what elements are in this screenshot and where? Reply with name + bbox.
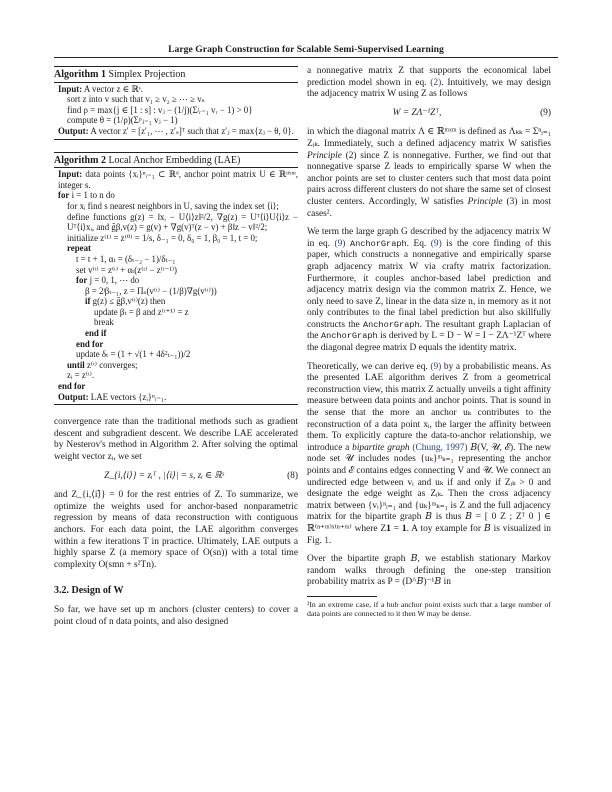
algorithm-2-line: [58, 201, 298, 212]
equation-number: (9): [540, 107, 551, 118]
code-term: AnchorGraph: [320, 331, 378, 342]
algorithm-statement: define functions g(z) = ‖xᵢ − U⟨i⟩z‖²/2, ∇g(z) = Uᵀ⟨i⟩U⟨i⟩z − Uᵀ⟨i⟩xᵢ, and g̃β,v(z) = g(v) + ∇g(v)ᵀ(z − v) + β‖z − v‖²/2;: [67, 211, 298, 233]
algorithm-1-line: Input: A vector z ∈ ℝˢ.: [58, 83, 143, 94]
algorithm-keyword: for: [76, 275, 88, 286]
algorithm-2-line: [58, 328, 298, 339]
paragraph: Over the bipartite graph 𝐵, we establish stationary Markov random walks through defining the one-step transition probability matrix as P = (D^𝐵)⁻¹𝐵 in: [307, 554, 551, 588]
algorithm-1-box: [54, 66, 298, 140]
header-rule: [54, 57, 558, 58]
equation-ref-link[interactable]: (9): [430, 238, 442, 249]
algorithm-2-line: [58, 360, 298, 371]
equation-body: W = ZΛ⁻¹Zᵀ,: [392, 107, 442, 118]
algorithm-keyword: end if: [85, 328, 107, 339]
algorithm-keyword: Input:: [58, 169, 83, 180]
footnote: ²In an extreme case, if a hub anchor point exists such that a large number of data points are connected to it then W may be dense.: [307, 599, 551, 619]
algorithm-keyword: end for: [58, 381, 86, 392]
algorithm-statement: initialize z⁽¹⁾ = z⁽⁰⁾ = 1/s, δ₋₁ = 0, δ₀ = 1, β₀ = 1, t = 0;: [67, 232, 258, 243]
paragraph: We term the large graph G described by the adjacency matrix W in eq. (9) AnchorGraph. Eq. (9) is the core finding of this paper, which constructs a nonnegative and empirically sparse graph adjacency matrix W via crafty matrix factorization. Furthermore, it couples anchor-based label prediction and adjacency matrix design via the common matrix Z. Hence, we only need to save Z, linear in the data size n, in memory as it not only contributes to the final label prediction but also skillfully constructs the AnchorGraph. The resultant graph Laplacian of the AnchorGraph is derived by L = D − W = I − ZΛ⁻¹Zᵀ where the diagonal degree matrix D equals the identity matrix.: [307, 227, 551, 354]
citation-link[interactable]: (Chung, 1997): [412, 442, 468, 453]
algorithm-keyword: repeat: [67, 243, 91, 254]
left-column: [54, 66, 298, 635]
paragraph: in which the diagonal matrix Λ ∈ ℝᵐˣᵐ is defined as Λₖₖ = Σⁿᵢ₌₁ Zᵢₖ. Immediately, such a defined adjacency matrix W satisfies Principle (2) since Z is nonnegative. Further, we find out that nonnegative sparse Z leads to empirically sparse W when the anchor points are set to cluster centers such that most data point pairs across different clusters do not share the same set of closest cluster centers. Accordingly, W satisfies Principle (3) in most cases².: [307, 127, 551, 219]
paragraph: a nonnegative matrix Z that supports the economical label prediction model shown in eq. (2). Intuitively, we may design the adjacency matrix W using Z as follows: [307, 66, 551, 100]
algorithm-1-line: sort z into v such that v₁ ≥ v₂ ≥ ⋯ ≥ vₛ: [67, 94, 205, 105]
algorithm-2-box: [54, 152, 298, 406]
equation-ref-link[interactable]: (2): [430, 77, 442, 88]
algorithm-2-line: [58, 265, 298, 276]
algorithm-statement: data points {xᵢ}ⁿᵢ₌₁ ⊂ ℝᵈ, anchor point matrix U ∈ ℝᵈˣᵐ, integer s.: [58, 169, 299, 190]
algorithm-2-line: [58, 296, 298, 307]
algorithm-statement: z⁽ᵗ⁾ converges;: [86, 359, 138, 370]
algorithm-2-line: [58, 169, 298, 190]
code-term: AnchorGraph: [349, 238, 407, 249]
algorithm-statement: for xᵢ find s nearest neighbors in U, saving the index set ⟨i⟩;: [67, 200, 279, 211]
footnote-rule: [307, 596, 377, 597]
algorithm-keyword: if: [85, 296, 91, 307]
paragraph: and Z_{i,⟨i⟩̄} = 0 for the rest entries of Z. To summarize, we optimize the weights used for anchor-based nonparametric regression by means of data reconstruction with contiguous anchors. For each data point, the LAE algorithm converges within a few iterations T in practice. Ultimately, LAE outputs a highly sparse Z (a memory space of O(sn)) with a total time complexity O(smn + s²Tn).: [54, 490, 298, 570]
algorithm-1-line: Output: A vector z′ = [z′₁, ⋯ , z′ₛ]ᵀ such that z′ⱼ = max{zⱼ − θ, 0}.: [58, 125, 294, 136]
algorithm-2-line: [58, 339, 298, 350]
algorithm-keyword: for: [58, 190, 70, 201]
algorithm-keyword: end for: [76, 338, 104, 349]
algorithm-statement: g(z) ≤ g̃β,v⁽ᵗ⁾(z) then: [92, 296, 166, 307]
algorithm-statement: break: [94, 317, 114, 328]
algorithm-statement: set v⁽ᵗ⁾ = z⁽ᵗ⁾ + αₜ(z⁽ᵗ⁾ − z⁽ᵗ⁻¹⁾): [76, 264, 177, 275]
paragraph: So far, we have set up m anchors (cluster centers) to cover a point cloud of n data points, and also designed: [54, 604, 298, 627]
algorithm-2-title: Local Anchor Embedding (LAE): [108, 154, 241, 166]
algorithm-2-line: [58, 392, 298, 403]
algorithm-statement: i = 1 to n do: [71, 190, 115, 201]
algorithm-2-line: [58, 349, 298, 360]
algorithm-2-line: [58, 317, 298, 328]
algorithm-statement: zᵢ = z⁽ᵗ⁾.: [67, 370, 95, 381]
algorithm-statement: LAE vectors {zᵢ}ⁿᵢ₌₁.: [90, 391, 167, 402]
algorithm-2-label: Algorithm 2: [54, 154, 106, 166]
paragraph: Theoretically, we can derive eq. (9) by a probabilistic means. As the presented LAE algorithm derives Z from a geometrical reconstruction view, this matrix Z actually unveils a tight affinity measure between data points and anchor points. That is sound in the sense that the more an anchor uₖ contributes to the reconstruction of a data point xᵢ, the larger the affinity between them. To explicitly capture the data-to-anchor relationship, we introduce a bipartite graph (Chung, 1997) 𝐵(V, 𝒰, ℰ). The new node set 𝒰 includes nodes {uₖ}ᵐₖ₌₁ representing the anchor points and ℰ contains edges connecting V and 𝒰. We connect an undirected edge between vᵢ and uₖ if and only if Zᵢₖ > 0 and designate the edge weight as Zᵢₖ. Then the cross adjacency matrix between {vᵢ}ⁿᵢ₌₁ and {uₖ}ᵐₖ₌₁ is Z and the full adjacency matrix for the bipartite graph 𝐵 is thus 𝐵 = [ 0 Z ; Zᵀ 0 ] ∈ ℝ⁽ⁿ⁺ᵐ⁾ˣ⁽ⁿ⁺ᵐ⁾ where Z𝟏 = 𝟏. A toy example for 𝐵 is visualized in Fig. 1.: [307, 361, 551, 546]
algorithm-statement: update βₜ = β and z⁽ᵗ⁺¹⁾ = z: [94, 306, 189, 317]
algorithm-statement: j = 0, 1, ⋯ do: [89, 275, 140, 286]
algorithm-statement: β = 2ʲβₜ₋₁, z = Πₛ(v⁽ᵗ⁾ − (1/β)∇g(v⁽ᵗ⁾)): [85, 285, 217, 296]
algorithm-1-line: find ρ = max{j ∈ [1 : s] : vⱼ − (1/j)(Σʲᵣ₌₁ vᵣ − 1) > 0}: [67, 104, 253, 115]
algorithm-2-line: [58, 212, 298, 233]
algorithm-2-line: [58, 254, 298, 265]
algorithm-2-body: [54, 168, 298, 404]
algorithm-2-line: [58, 190, 298, 201]
right-column: [307, 66, 551, 619]
algorithm-1-label: Algorithm 1: [54, 69, 106, 80]
algorithm-2-line: [58, 275, 298, 286]
algorithm-1-caption: [54, 67, 298, 83]
paragraph: convergence rate than the traditional methods such as gradient descent and subgradient descent. We describe LAE accelerated by Nesterov's method in Algorithm 2. After solving the optimal weight vector zᵢ, we set: [54, 417, 298, 462]
algorithm-keyword: Output:: [58, 391, 89, 402]
algorithm-1-title: Simplex Projection: [108, 69, 186, 80]
equation-body: Z_{i,⟨i⟩} = zᵢᵀ , |⟨i⟩| = s, zᵢ ∈ ℝˢ: [104, 470, 224, 481]
algorithm-2-line: [58, 243, 298, 254]
algorithm-statement: update δₜ = (1 + √(1 + 4δ²ₜ₋₁))/2: [76, 349, 191, 360]
algorithm-keyword: until: [67, 359, 85, 370]
equation-8: [54, 471, 298, 483]
algorithm-2-line: [58, 286, 298, 297]
equation-ref-link[interactable]: (9): [334, 238, 346, 249]
figure-ref-link[interactable]: 1: [324, 535, 329, 546]
section-heading: 3.2. Design of W: [54, 585, 124, 597]
algorithm-2-line: [58, 370, 298, 381]
algorithm-statement: t = t + 1, αₜ = (δₜ₋₂ − 1)/δₜ₋₁: [76, 253, 176, 264]
equation-9: [307, 108, 551, 120]
algorithm-1-line: compute θ = (1/ρ)(Σᵖⱼ₌₁ vⱼ − 1): [67, 115, 178, 126]
equation-ref-link[interactable]: (9): [430, 361, 442, 372]
code-term: AnchorGraph: [362, 319, 420, 330]
algorithm-2-line: [58, 381, 298, 392]
running-header: Large Graph Construction for Scalable Semi-Supervised Learning: [168, 44, 444, 55]
algorithm-1-body: [54, 83, 298, 139]
algorithm-2-line: [58, 307, 298, 318]
algorithm-2-line: [58, 233, 298, 244]
algorithm-2-caption: [54, 153, 298, 169]
equation-number: (8): [287, 470, 298, 481]
